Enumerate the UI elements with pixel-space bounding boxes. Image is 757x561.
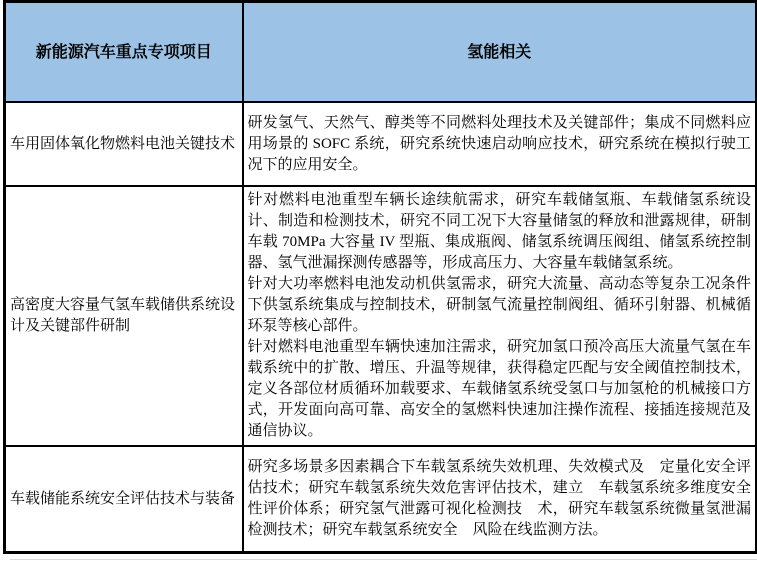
header-cell-hydrogen-column: 氢能相关 [243, 2, 757, 103]
table-header-row [5, 2, 757, 103]
details-paragraph: 针对燃料电池重型车辆快速加注需求，研究加氢口预冷高压大流量气氢在车载系统中的扩散、增压、升温等规律，获得稳定匹配与安全阈值控制技术，定义各部位材质循环加载要求、车载储氢系统受氢口与加氢枪的机械接口方式，开发面向高可靠、高安全的氢燃料快速加注操作流程、接插连接规范及通信协议。 [247, 339, 751, 439]
table-row-hydrogen-storage [5, 186, 757, 446]
project-name-cell: 高密度大容量气氢车载储供系统设计及关键部件研制 [5, 186, 243, 446]
details-paragraph: 针对燃料电池重型车辆长途续航需求，研究车载储氢瓶、车载储氢系统设计、制造和检测技术，研究不同工况下大容量储氢的释放和泄露规律，研制车载 70MPa 大容量 IV 型瓶、集成瓶阀、储氢系统调压阀组、储氢系统控制器、氢气泄漏探测传感器等，形成高压力、大容量车载储氢系统。 [247, 192, 751, 271]
project-name-cell: 车用固体氧化物燃料电池关键技术 [5, 102, 243, 186]
project-name-cell: 车载储能系统安全评估技术与装备 [5, 446, 243, 553]
project-details-cell [243, 102, 757, 186]
page-edge-line [10, 559, 757, 560]
table-row-safety-assessment [5, 446, 757, 553]
table-row-sofc [5, 102, 757, 186]
details-paragraph: 研究多场景多因素耦合下车载氢系统失效机理、失效模式及 定量化安全评估技术；研究车载氢系统失效危害评估技术，建立 车载氢系统多维度安全性评价体系；研究氢气泄露可视化检测技 术，研究车载氢系统微量氢泄漏检测技术；研究车载氢系统安全 风险在线监测方法。 [247, 459, 751, 538]
details-paragraph: 研发氢气、天然气、醇类等不同燃料处理技术及关键部件；集成不同燃料应用场景的 SOFC 系统，研究系统快速启动响应技术，研究系统在模拟行驶工况下的应用安全。 [247, 114, 751, 173]
header-cell-project-column: 新能源汽车重点专项项目 [5, 2, 243, 103]
project-details-cell [243, 186, 757, 446]
project-details-cell [243, 446, 757, 553]
hydrogen-projects-table [3, 0, 757, 554]
details-paragraph: 针对大功率燃料电池发动机供氢需求，研究大流量、高动态等复杂工况条件下供氢系统集成与控制技术，研制氢气流量控制阀组、循环引射器、机械循环泵等核心部件。 [247, 276, 751, 334]
